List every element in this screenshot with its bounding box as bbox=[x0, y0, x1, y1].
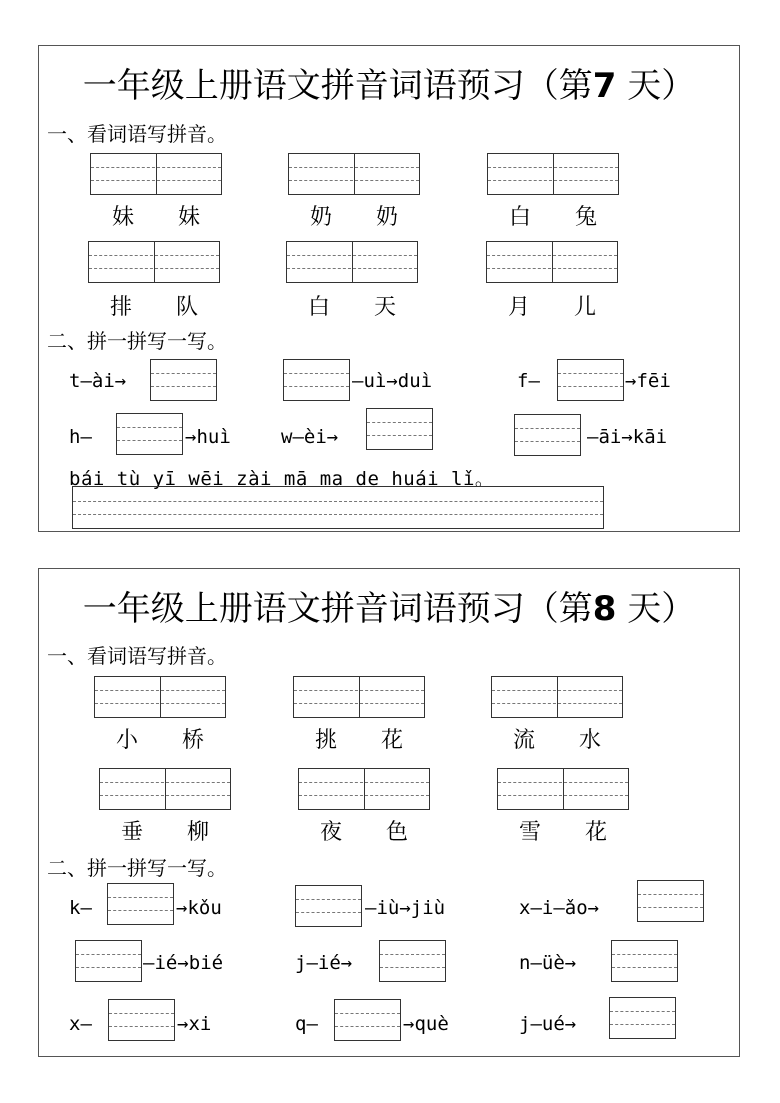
section-heading-spell: 二、拼一拼写一写。 bbox=[47, 856, 227, 880]
spell-write-box[interactable] bbox=[283, 359, 350, 401]
worksheet-day7: 一年级上册语文拼音词语预习（第7 天） 一、看词语写拼音。 妹 妹 奶 奶 白 兔 排 队 白 天 月 儿 二、拼一拼写一写。 t—ài→ —uì→duì f— →fēi h— →huì w—èi→ —āi→kāi bái tù yī wēi zài mā ma de huái lǐ。 bbox=[38, 45, 740, 532]
spell-write-box[interactable] bbox=[637, 880, 704, 922]
spell-prefix: x—i—ǎo→ bbox=[519, 897, 600, 919]
spell-prefix: t—ài→ bbox=[69, 370, 127, 392]
pinyin-write-box[interactable] bbox=[497, 768, 629, 810]
spell-suffix: —ié→bié bbox=[143, 952, 224, 974]
spell-prefix: j—ué→ bbox=[519, 1013, 577, 1035]
spell-write-box[interactable] bbox=[366, 408, 433, 450]
pinyin-write-box[interactable] bbox=[99, 768, 231, 810]
spell-write-box[interactable] bbox=[334, 999, 401, 1041]
spell-write-box[interactable] bbox=[295, 885, 362, 927]
spell-write-box[interactable] bbox=[609, 997, 676, 1039]
spell-write-box[interactable] bbox=[611, 940, 678, 982]
spell-write-box[interactable] bbox=[107, 883, 174, 925]
title-prefix: 一年级上册语文拼音词语预习（第 bbox=[82, 66, 593, 106]
pinyin-write-box[interactable] bbox=[90, 153, 222, 195]
spell-suffix: —āi→kāi bbox=[587, 426, 668, 448]
spell-suffix: —uì→duì bbox=[352, 370, 433, 392]
spell-prefix: n—üè→ bbox=[519, 952, 577, 974]
day-number: 8 bbox=[592, 589, 617, 629]
spell-write-box[interactable] bbox=[379, 940, 446, 982]
spell-write-box[interactable] bbox=[116, 413, 183, 455]
spell-prefix: f— bbox=[517, 370, 540, 392]
pinyin-write-box[interactable] bbox=[486, 241, 618, 283]
sentence-write-box[interactable] bbox=[72, 486, 604, 529]
spell-prefix: k— bbox=[69, 897, 92, 919]
spell-suffix: →xi bbox=[177, 1013, 212, 1035]
pinyin-sentence: bái tù yī wēi zài mā ma de huái lǐ。 bbox=[69, 468, 495, 490]
spell-suffix: →què bbox=[403, 1013, 449, 1035]
section-heading-spell: 二、拼一拼写一写。 bbox=[47, 329, 227, 353]
spell-suffix: —iù→jiù bbox=[365, 897, 446, 919]
spell-write-box[interactable] bbox=[557, 359, 624, 401]
spell-write-box[interactable] bbox=[150, 359, 217, 401]
spell-suffix: →huì bbox=[185, 426, 231, 448]
section-heading-words: 一、看词语写拼音。 bbox=[47, 122, 227, 146]
spell-write-box[interactable] bbox=[108, 999, 175, 1041]
title-suffix: 天） bbox=[627, 589, 696, 629]
pinyin-write-box[interactable] bbox=[487, 153, 619, 195]
page-title bbox=[39, 581, 739, 630]
pinyin-write-box[interactable] bbox=[88, 241, 220, 283]
day-number: 7 bbox=[592, 66, 617, 106]
pinyin-write-box[interactable] bbox=[293, 676, 425, 718]
spell-prefix: j—ié→ bbox=[295, 952, 353, 974]
section-heading-words: 一、看词语写拼音。 bbox=[47, 644, 227, 668]
spell-write-box[interactable] bbox=[75, 940, 142, 982]
pinyin-write-box[interactable] bbox=[94, 676, 226, 718]
title-suffix: 天） bbox=[627, 66, 696, 106]
spell-suffix: →kǒu bbox=[176, 897, 222, 919]
spell-suffix: →fēi bbox=[625, 370, 671, 392]
page-title bbox=[39, 58, 739, 107]
pinyin-write-box[interactable] bbox=[298, 768, 430, 810]
spell-write-box[interactable] bbox=[514, 414, 581, 456]
pinyin-write-box[interactable] bbox=[286, 241, 418, 283]
title-prefix: 一年级上册语文拼音词语预习（第 bbox=[82, 589, 593, 629]
spell-prefix: h— bbox=[69, 426, 92, 448]
pinyin-write-box[interactable] bbox=[288, 153, 420, 195]
spell-prefix: q— bbox=[295, 1013, 318, 1035]
worksheet-day8: 一年级上册语文拼音词语预习（第8 天） 一、看词语写拼音。 小 桥 挑 花 流 水 垂 柳 夜 色 雪 花 二、拼一拼写一写。 k— →kǒu —iù→jiù x—i—ǎo→ —ié→bié j—ié→ n—üè→ x— →xi q— →què j—ué→ bbox=[38, 568, 740, 1057]
spell-prefix: x— bbox=[69, 1013, 92, 1035]
spell-prefix: w—èi→ bbox=[281, 426, 339, 448]
pinyin-write-box[interactable] bbox=[491, 676, 623, 718]
